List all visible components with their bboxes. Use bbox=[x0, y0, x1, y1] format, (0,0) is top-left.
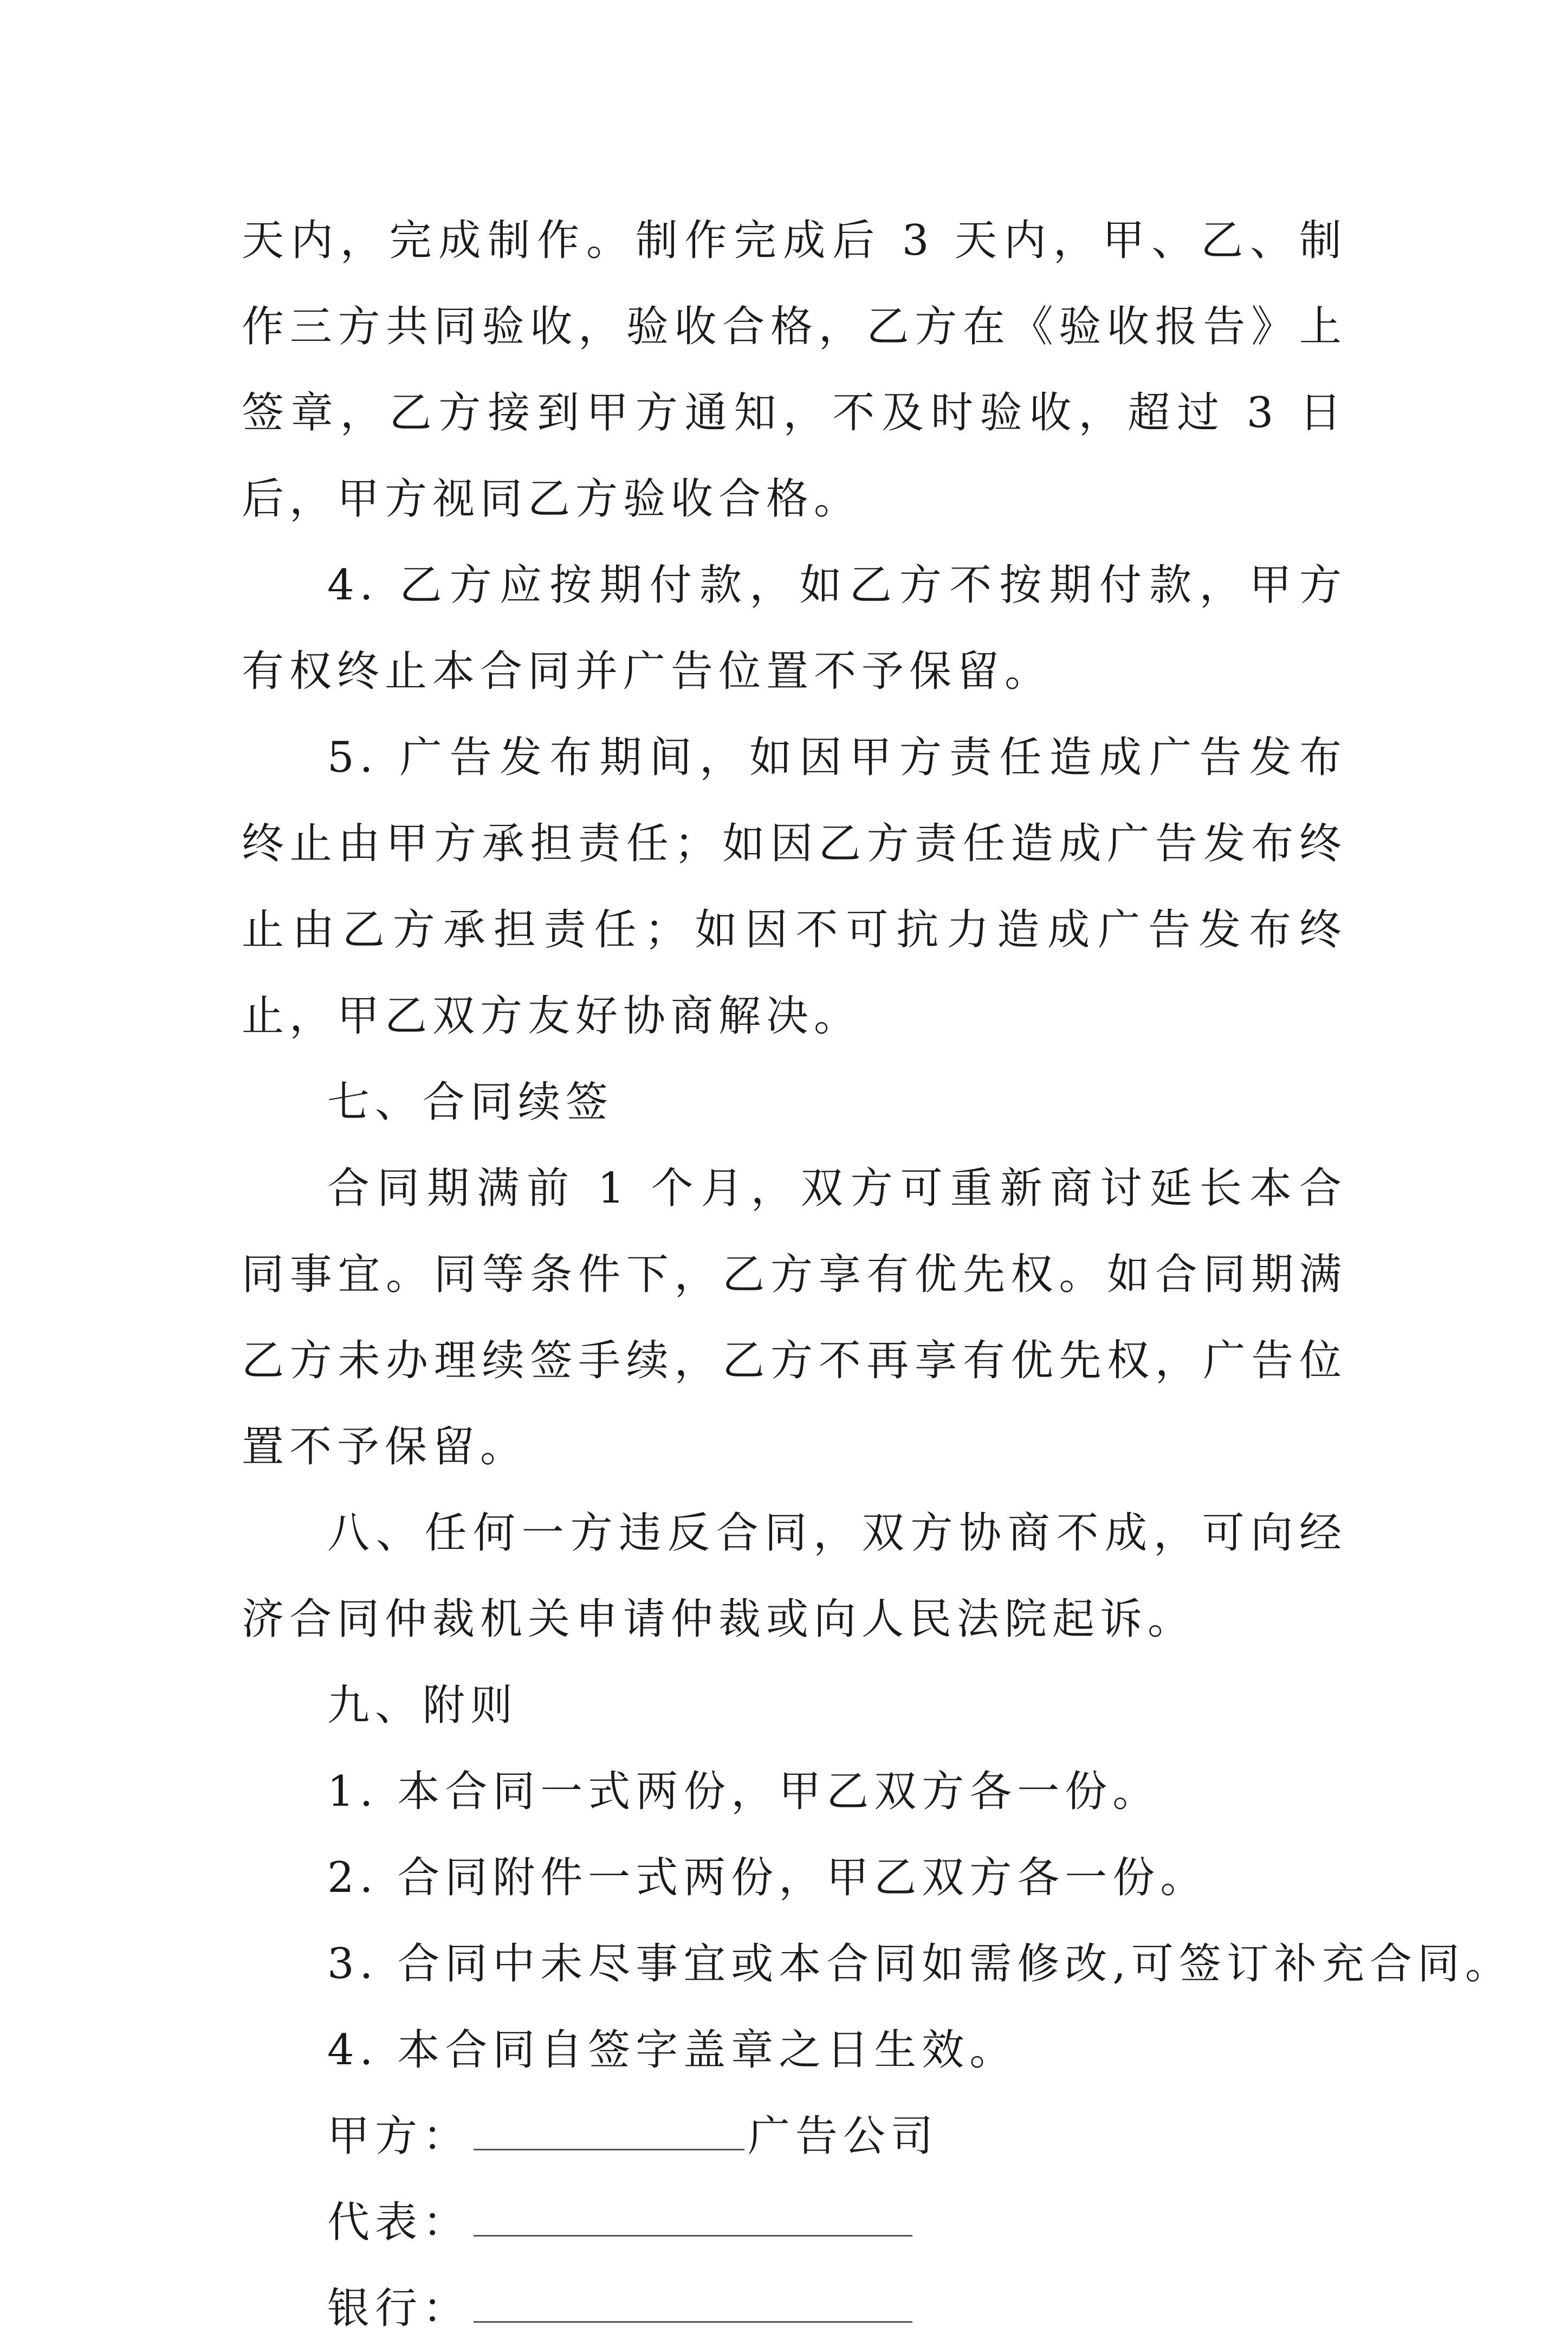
bank-row bbox=[242, 2266, 1347, 2352]
appendix-item-4: 4. 本合同自签字盖章之日生效。 bbox=[327, 2026, 1018, 2075]
party-a-suffix: 广告公司 bbox=[748, 2112, 939, 2161]
representative-blank-line[interactable] bbox=[474, 2197, 912, 2237]
party-a-label: 甲方： bbox=[327, 2112, 471, 2161]
section-heading-renewal: 七、合同续签 bbox=[327, 1078, 614, 1127]
appendix-item-2: 2. 合同附件一式两份，甲乙双方各一份。 bbox=[327, 1853, 1208, 1902]
paragraph-dispute: 八、任何一方违反合同，双方协商不成，可向经济合同仲裁机关申请仲裁或向人民法院起诉。 bbox=[242, 1509, 1347, 1644]
party-a-row bbox=[242, 2093, 1347, 2180]
paragraph-payment: 4. 乙方应按期付款，如乙方不按期付款，甲方有权终止本合同并广告位置不予保留。 bbox=[242, 561, 1347, 696]
appendix-item-1: 1. 本合同一式两份，甲乙双方各一份。 bbox=[327, 1767, 1161, 1816]
representative-label: 代表： bbox=[327, 2198, 471, 2247]
paragraph-acceptance: 天内，完成制作。制作完成后 3 天内，甲、乙、制作三方共同验收，验收合格，乙方在《验收报告》上签章，乙方接到甲方通知，不及时验收，超过 3 日后，甲方视同乙方验收合格。 bbox=[242, 216, 1347, 524]
section-heading-appendix: 九、附则 bbox=[327, 1681, 519, 1730]
paragraph-renewal: 合同期满前 1 个月，双方可重新商讨延长本合同事宜。同等条件下，乙方享有优先权。如合同期满乙方未办理续签手续，乙方不再享有优先权，广告位置不予保留。 bbox=[242, 1164, 1347, 1471]
bank-label: 银行： bbox=[327, 2284, 471, 2333]
appendix-item-3: 3. 合同中未尽事宜或本合同如需修改,可签订补充合同。 bbox=[327, 1940, 1513, 1988]
contract-body bbox=[242, 198, 1513, 2352]
paragraph-liability: 5. 广告发布期间，如因甲方责任造成广告发布终止由甲方承担责任；如因乙方责任造成广告发布终止由乙方承担责任；如因不可抗力造成广告发布终止，甲乙双方友好协商解决。 bbox=[242, 733, 1347, 1041]
party-a-blank-line[interactable] bbox=[474, 2111, 744, 2150]
representative-row bbox=[242, 2180, 1347, 2266]
bank-blank-line[interactable] bbox=[474, 2283, 912, 2323]
